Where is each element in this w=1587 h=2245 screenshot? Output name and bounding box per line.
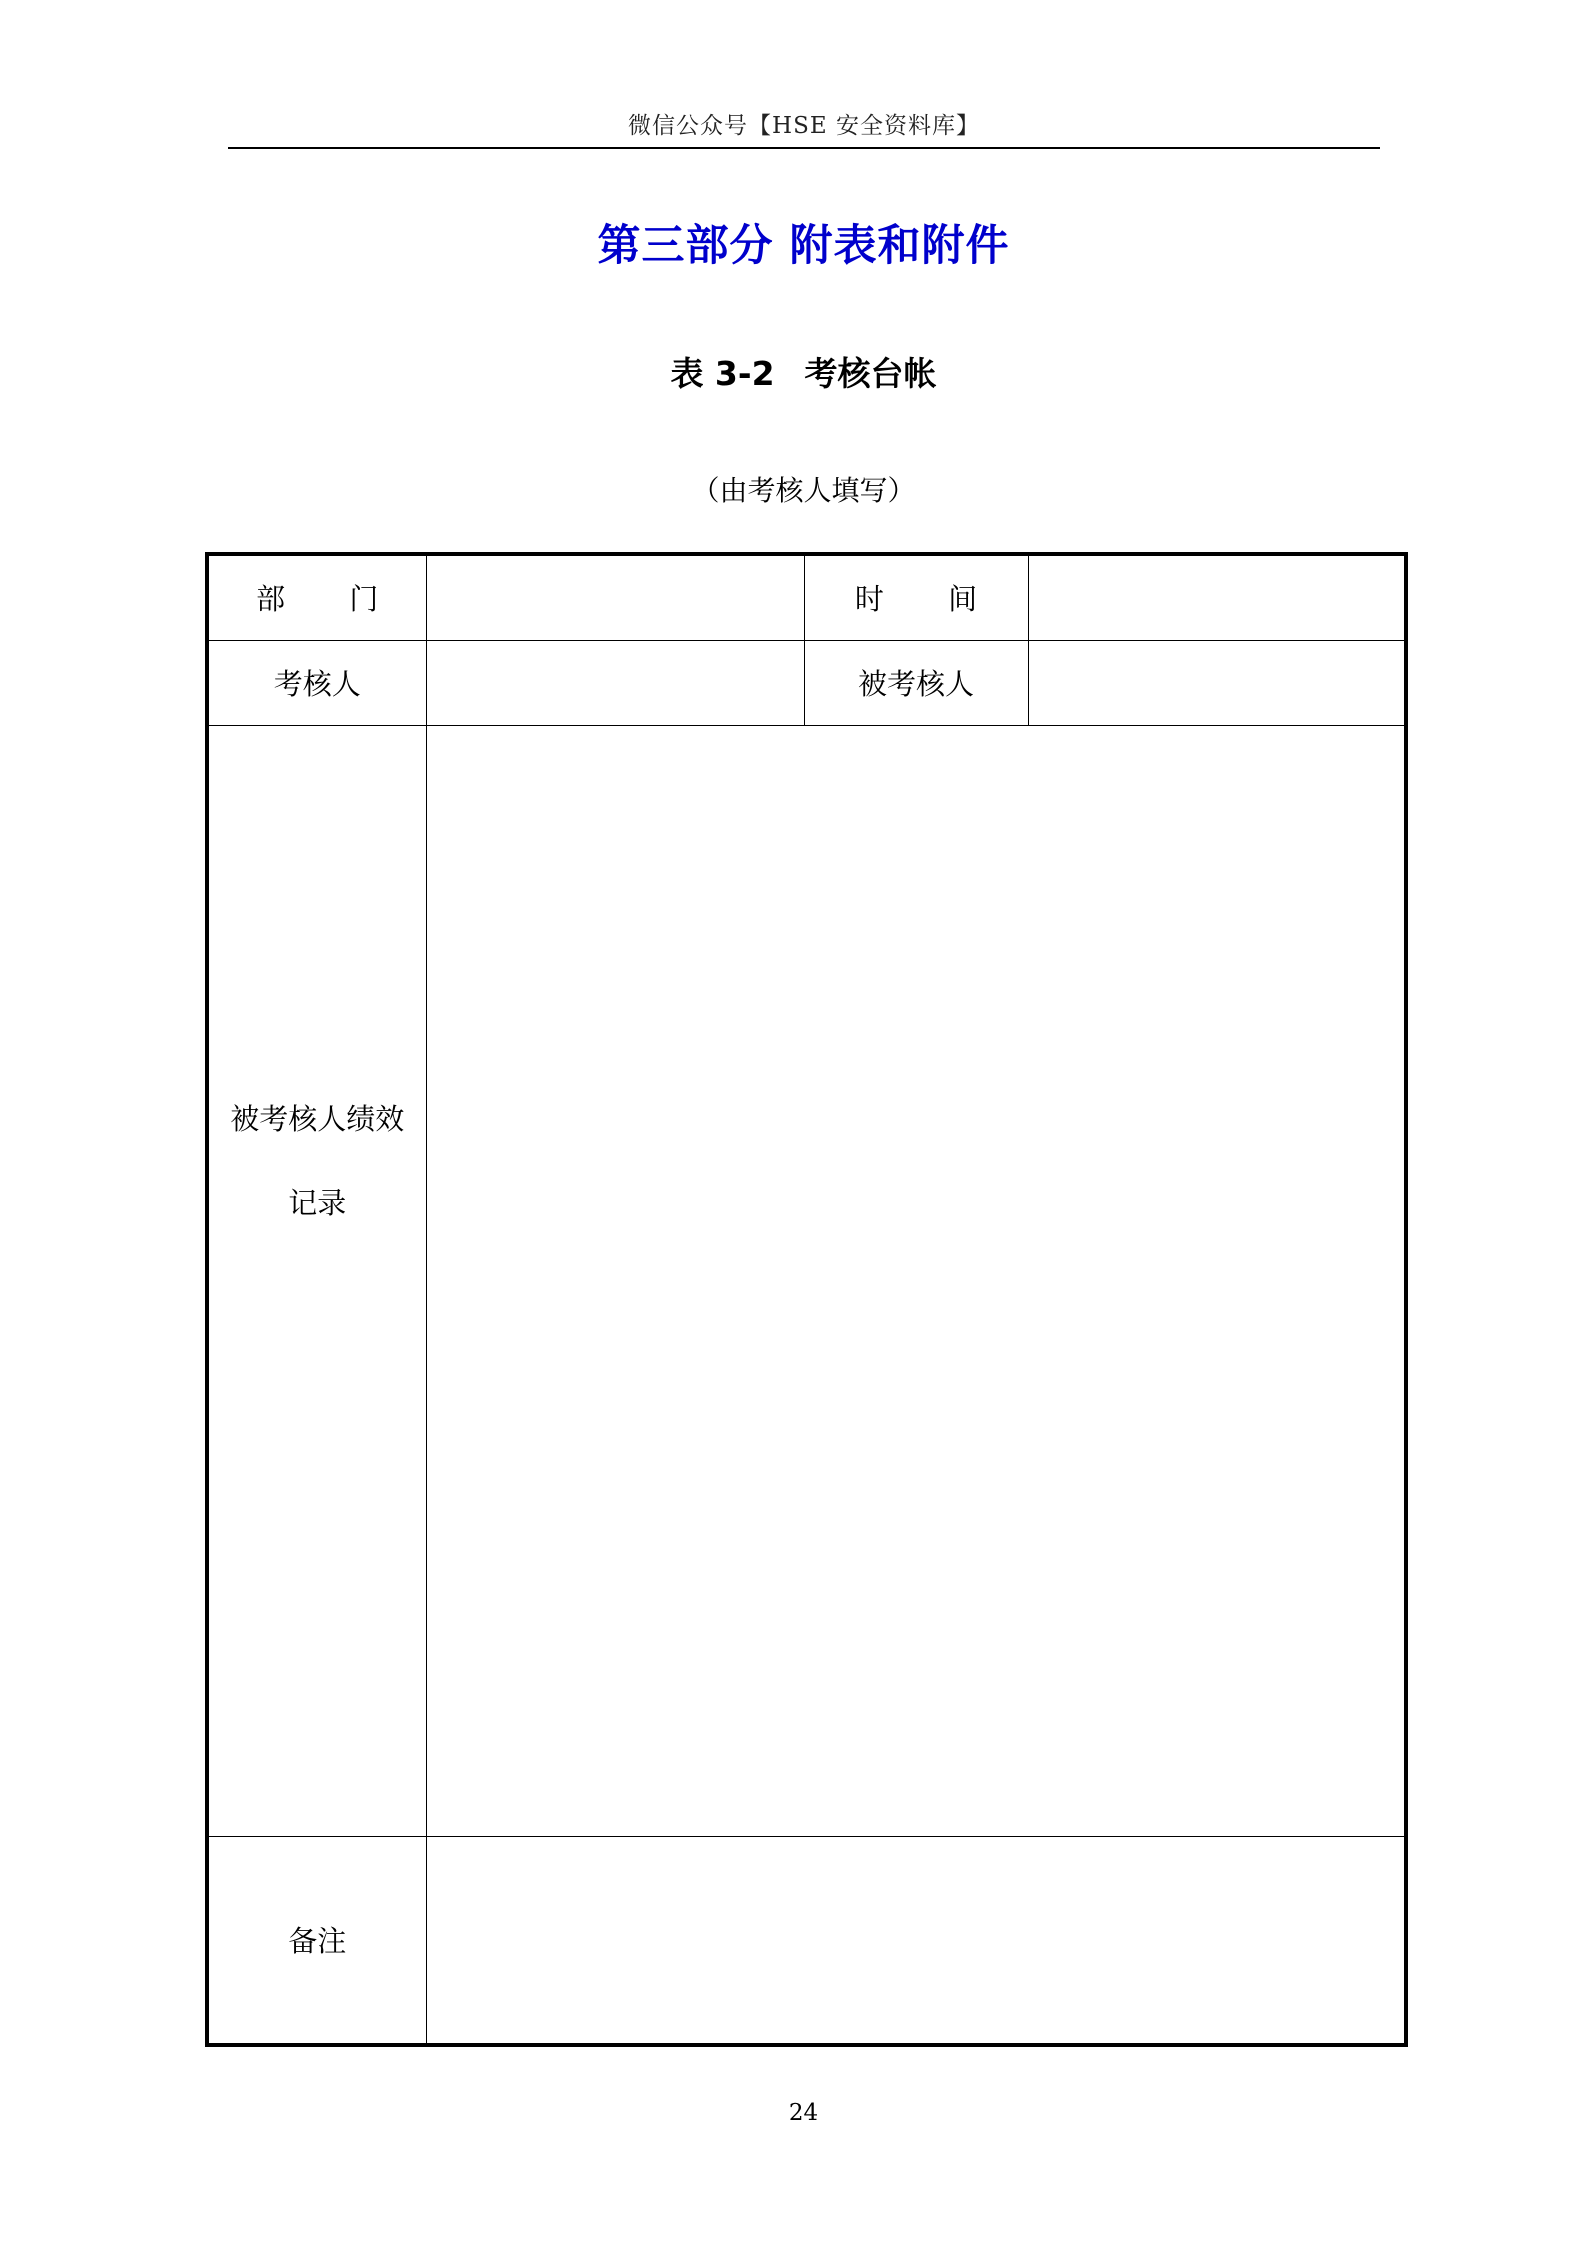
assessee-label-cell [804,640,1028,725]
department-label: 部 门 [256,582,406,617]
table-row-remarks [207,1836,1406,2045]
table-number: 表 3-2 [670,354,775,393]
assessor-value-cell[interactable] [426,640,804,725]
header-rule [228,147,1380,149]
performance-record-cell[interactable] [426,725,1406,1836]
department-value-cell[interactable] [426,554,804,640]
remarks-label-cell [207,1836,426,2045]
performance-label [209,1077,426,1245]
assessee-value-cell[interactable] [1028,640,1406,725]
table-title [0,352,1587,396]
part-title: 第三部分 附表和附件 [597,221,1010,271]
assessor-label-cell [207,640,426,725]
performance-label-cell [207,725,426,1836]
assessee-label: 被考核人 [857,667,974,701]
time-value-cell[interactable] [1028,554,1406,640]
performance-label-line2: 记录 [288,1185,347,1220]
assessor-label: 考核人 [273,667,361,701]
time-label: 时 间 [854,582,1005,617]
time-label-cell [804,554,1028,640]
table-row-department-time [207,554,1406,640]
performance-label-line1: 被考核人绩效 [230,1101,405,1136]
remarks-value-cell[interactable] [426,1836,1406,2045]
table-row-performance [207,725,1406,1836]
page-header: 微信公众号【HSE 安全资料库】 [628,113,980,139]
remarks-label: 备注 [288,1924,347,1959]
assessment-ledger-table [205,552,1408,2047]
table-row-assessor [207,640,1406,725]
table-name: 考核台帐 [804,354,937,393]
fill-note: （由考核人填写） [691,474,916,507]
page-number: 24 [788,2100,819,2126]
department-label-cell [207,554,426,640]
